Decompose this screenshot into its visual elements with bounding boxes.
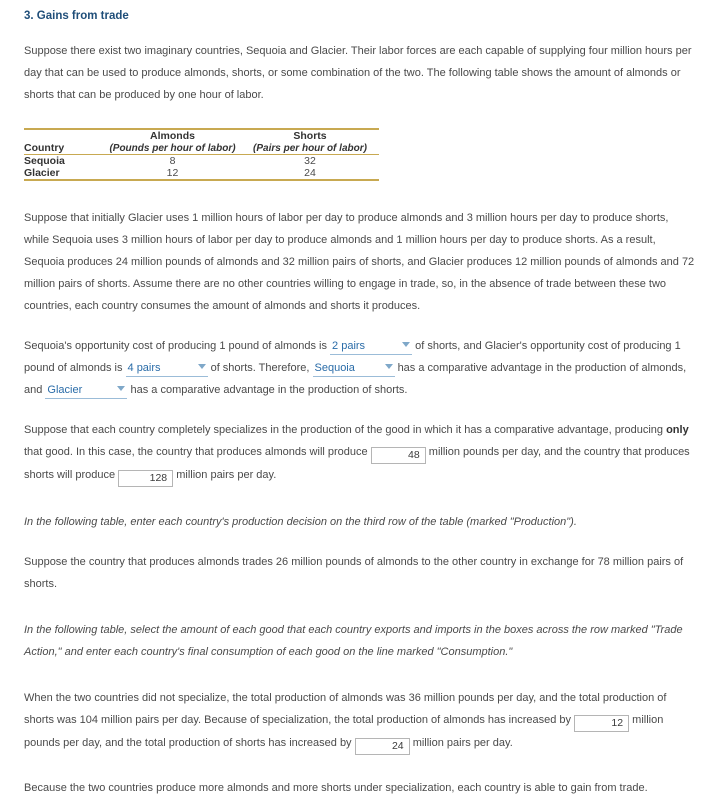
opportunity-text-4: has a comparative advantage in the production of almonds, and — [24, 362, 687, 396]
table-cell-country-sequoia: Sequoia — [24, 155, 65, 167]
dropdown-sequoia-opportunity-cost-value: 2 pairs — [332, 340, 366, 352]
input-almonds-production[interactable]: 48 — [371, 447, 426, 464]
table-empty-corner — [24, 129, 104, 142]
input-shorts-production[interactable]: 128 — [118, 470, 173, 487]
document-page — [0, 10, 720, 794]
specialize-text-2: that good. In this case, the country that produces almonds will produce — [24, 446, 368, 458]
opportunity-cost-paragraph — [24, 335, 696, 401]
input-almonds-increase[interactable]: 12 — [574, 715, 629, 732]
table-cell-glacier-shorts: 24 — [304, 167, 316, 179]
chevron-down-icon — [198, 364, 206, 369]
table-row — [24, 167, 379, 180]
opportunity-text-5: has a comparative advantage in the production of shorts. — [130, 384, 408, 396]
table-header-almonds: Almonds — [150, 130, 195, 142]
opportunity-text-1: Sequoia's opportunity cost of producing 1 pound of almonds is — [24, 340, 327, 352]
table-cell-sequoia-shorts: 32 — [304, 155, 316, 167]
document-body-continued — [24, 207, 696, 799]
production-table — [24, 128, 379, 181]
table-subheader-almonds-units: (Pounds per hour of labor) — [109, 142, 236, 154]
instruction-note-trade-action: In the following table, select the amount of each good that each country exports and imports in the boxes across the row marked "Trade Action," and enter each country's final consumption of each good on the line marked "Consumption." — [24, 624, 683, 658]
specialize-text-4: million pairs per day. — [176, 469, 277, 481]
opportunity-text-3: of shorts. Therefore, — [210, 362, 310, 374]
document-body — [24, 40, 696, 106]
table-header-shorts: Shorts — [293, 130, 327, 142]
page-title: 3. Gains from trade — [24, 10, 129, 22]
opportunity-text-2: of shorts, and Glacier's opportunity cost of producing 1 pound of almonds is — [24, 340, 681, 374]
dropdown-almonds-advantage-country[interactable] — [313, 361, 395, 377]
totals-text-2: million pounds per day, and the total production of shorts has increased by — [24, 714, 664, 749]
table-cell-country-glacier: Glacier — [24, 167, 60, 179]
dropdown-shorts-advantage-country[interactable] — [45, 383, 127, 399]
table-header-country: Country — [24, 142, 65, 154]
input-shorts-increase[interactable]: 24 — [355, 738, 410, 755]
dropdown-glacier-opportunity-cost-value: 4 pairs — [127, 362, 161, 374]
table-row — [24, 155, 379, 168]
dropdown-shorts-advantage-value: Glacier — [47, 384, 83, 396]
dropdown-sequoia-opportunity-cost[interactable] — [330, 339, 412, 355]
totals-text-3: million pairs per day. — [412, 737, 513, 749]
table-cell-glacier-almonds: 12 — [166, 167, 179, 179]
chevron-down-icon — [117, 386, 125, 391]
intro-paragraph: Suppose there exist two imaginary countries, Sequoia and Glacier. Their labor forces are each capable of supplying four million hours per day that can be used to produce almonds, shorts, or some combination of the two. The following table shows the amount of almonds or shorts that can be produced by one hour of labor. — [24, 45, 692, 101]
dropdown-almonds-advantage-value: Sequoia — [314, 362, 355, 374]
dropdown-glacier-opportunity-cost[interactable] — [126, 361, 208, 377]
specialize-text-1: Suppose that each country completely specializes in the production of the good in which it has a comparative advantage, producing — [24, 424, 664, 436]
specialize-text-3: million pounds per day, and the country that produces shorts will produce — [24, 446, 690, 481]
table-sub-header-row — [24, 142, 379, 155]
table-group-header-row — [24, 129, 379, 142]
totals-paragraph — [24, 687, 696, 755]
totals-text-1: When the two countries did not specialize, the total production of almonds was 36 million pounds per day, and the total production of shorts was 104 million pairs per day. Because of specialization, the total production of almonds has increased by — [24, 692, 667, 726]
table-subheader-shorts-units: (Pairs per hour of labor) — [253, 142, 367, 154]
instruction-note-production: In the following table, enter each country's production decision on the third row of the table (marked "Production"). — [24, 516, 577, 528]
specialize-emphasis: only — [666, 424, 689, 436]
conclusion-paragraph: Because the two countries produce more almonds and more shorts under specialization, each country is able to gain from trade. — [24, 782, 648, 794]
chevron-down-icon — [402, 342, 410, 347]
specialization-paragraph — [24, 419, 696, 487]
initial-allocation-paragraph: Suppose that initially Glacier uses 1 million hours of labor per day to produce almonds and 3 million hours per day to produce shorts, while Sequoia uses 3 million hours of labor per day to produce almonds and 1 million hours per day to produce shorts. As a result, Sequoia produces 24 million pounds of almonds and 32 million pairs of shorts, and Glacier produces 12 million pounds of almonds and 72 million pairs of shorts. Assume there are no other countries willing to engage in trade, so, in the absence of trade between these two countries, each country consumes the amount of almonds and shorts it produces. — [24, 212, 695, 312]
production-table-wrapper — [24, 128, 379, 181]
table-cell-sequoia-almonds: 8 — [169, 155, 176, 167]
chevron-down-icon — [385, 364, 393, 369]
trade-paragraph: Suppose the country that produces almonds trades 26 million pounds of almonds to the other country in exchange for 78 million pairs of shorts. — [24, 556, 684, 590]
